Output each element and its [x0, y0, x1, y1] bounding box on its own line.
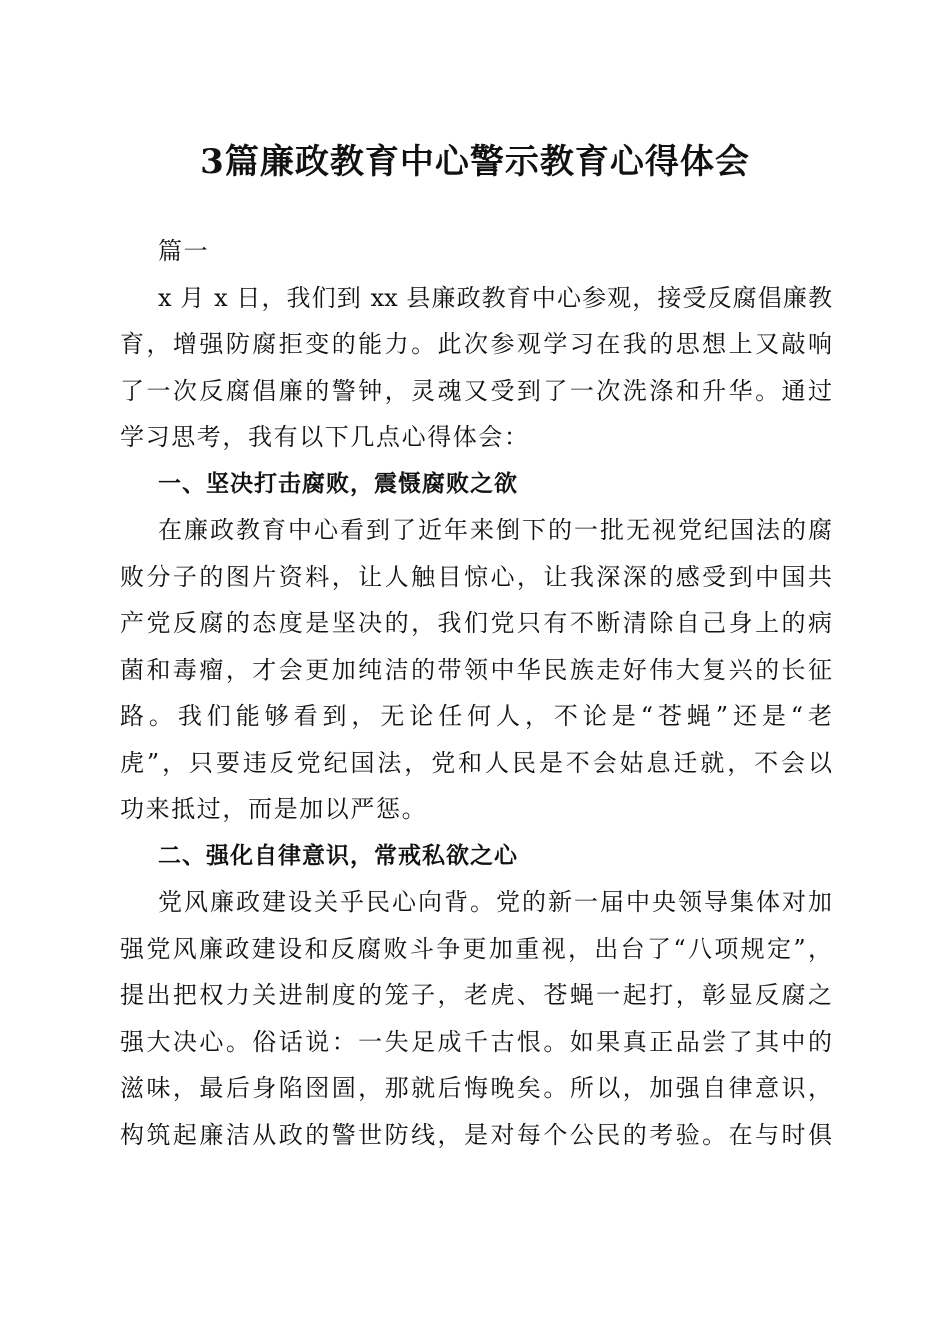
section2-line: 强大决心。俗话说：一失足成千古恨。如果真正品尝了其中的: [120, 1027, 832, 1056]
section1-line: 路。我们能够看到，无论任何人，不论是“苍蝇”还是“老: [120, 702, 832, 730]
section1-line: 在廉政教育中心看到了近年来倒下的一批无视党纪国法的腐: [158, 516, 832, 544]
section1-line: 菌和毒瘤，才会更加纯洁的带领中华民族走好伟大复兴的长征: [120, 655, 832, 684]
intro-line: 育，增强防腐拒变的能力。此次参观学习在我的思想上又敲响: [120, 330, 832, 358]
section1-line: 虎”，只要违反党纪国法，党和人民是不会姑息迁就，不会以: [120, 748, 832, 777]
section2-line: 强党风廉政建设和反腐败斗争更加重视，出台了“八项规定”，: [120, 934, 832, 963]
intro-line: 学习思考，我有以下几点心得体会：: [120, 423, 530, 451]
part-label: 篇一: [158, 237, 210, 265]
section1-line: 产党反腐的态度是坚决的，我们党只有不断清除自己身上的病: [120, 609, 832, 637]
document-title: 3篇廉政教育中心警示教育心得体会: [200, 142, 750, 182]
section2-line: 提出把权力关进制度的笼子，老虎、苍蝇一起打，彰显反腐之: [120, 981, 832, 1009]
intro-line: x 月 x 日，我们到 xx 县廉政教育中心参观，接受反腐倡廉教: [158, 283, 832, 312]
section1-line: 败分子的图片资料，让人触目惊心，让我深深的感受到中国共: [120, 562, 832, 591]
intro-line: 了一次反腐倡廉的警钟，灵魂又受到了一次洗涤和升华。通过: [120, 376, 832, 405]
document-body: [120, 228, 832, 1158]
section2-line: 滋味，最后身陷囹圄，那就后悔晚矣。所以，加强自律意识，: [120, 1074, 832, 1102]
section2-line: 构筑起廉洁从政的警世防线，是对每个公民的考验。在与时俱: [120, 1120, 832, 1149]
section1-line: 功来抵过，而是加以严惩。: [120, 795, 428, 823]
section-heading-1: 一、坚决打击腐败，震慑腐败之欲: [158, 470, 518, 497]
section-heading-2: 二、强化自律意识，常戒私欲之心: [158, 842, 518, 869]
section2-line: 党风廉政建设关乎民心向背。党的新一届中央领导集体对加: [158, 888, 832, 916]
